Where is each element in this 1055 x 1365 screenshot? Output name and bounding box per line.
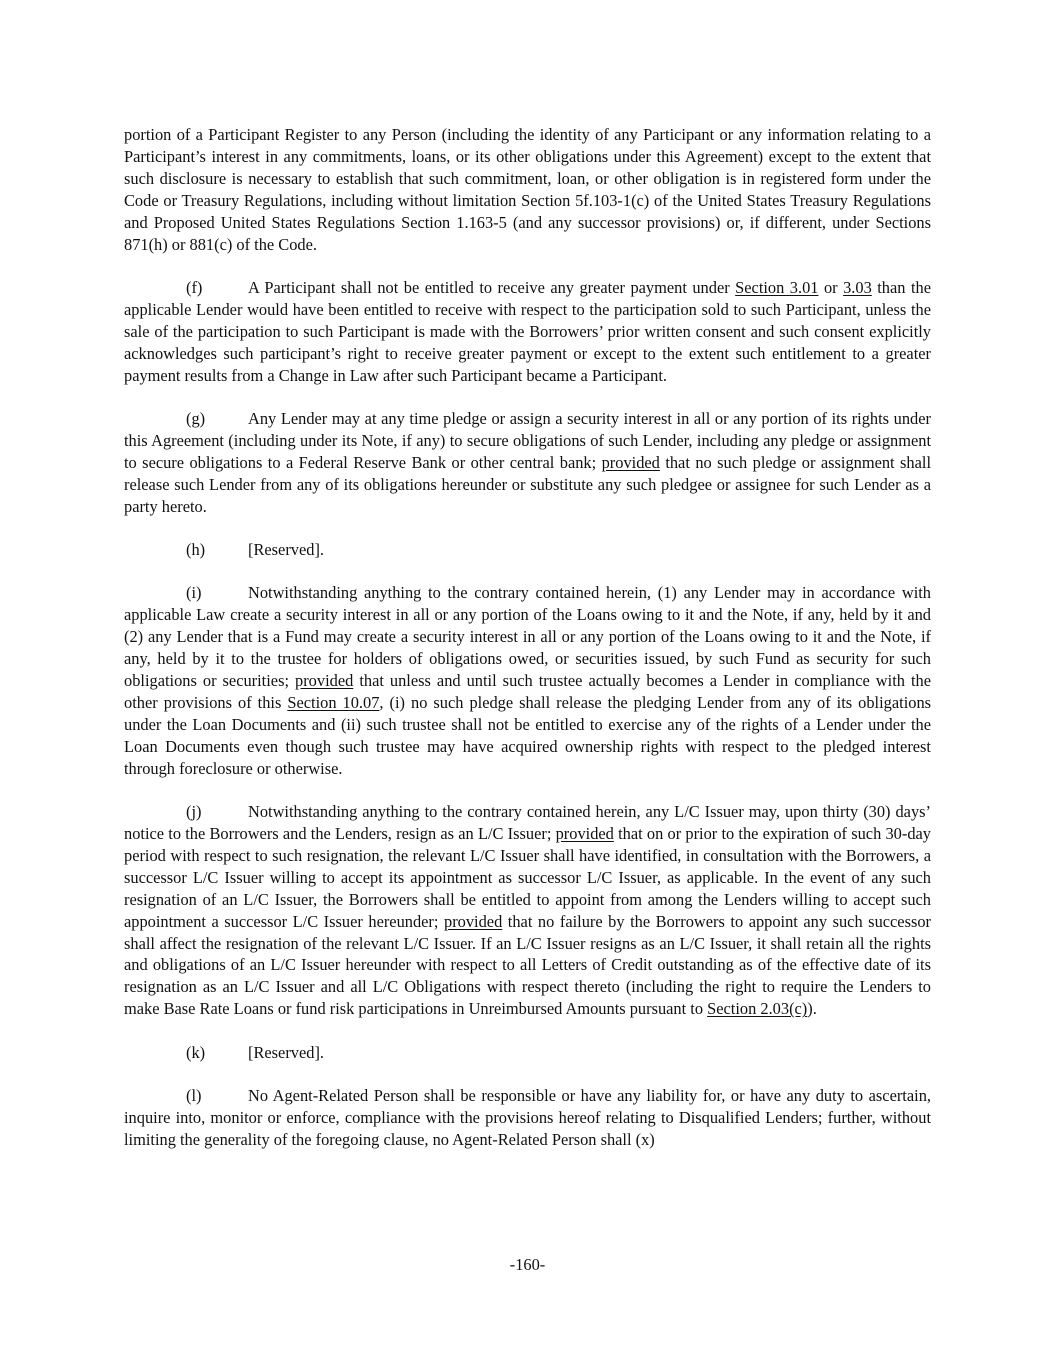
document-page (124, 124, 931, 1172)
text-run: ). (807, 999, 817, 1019)
text-run: No Agent-Related Person shall be responsible or have any liability for, or have any duty to ascertain, inquire into, monitor or enforce, compliance with the provisions hereof relating to Disqualified Lenders; further, without limiting the generality of the foregoing clause, no Agent-Related Person shall (x) (124, 1086, 931, 1149)
page-number: -160- (509, 1255, 546, 1274)
cross-reference: Section 10.07 (287, 692, 380, 712)
cross-reference: provided (444, 911, 503, 931)
paragraph-label: (g) (186, 408, 206, 428)
text-run: [Reserved]. (248, 1042, 324, 1062)
paragraph-label: (i) (186, 583, 202, 603)
text-run: or (818, 277, 844, 297)
cross-reference: provided (601, 452, 660, 472)
paragraph (124, 408, 931, 518)
paragraph-label: (k) (186, 1042, 206, 1062)
paragraph (124, 1042, 931, 1064)
text-run: that no failure by the Borrowers to appoint any such successor shall affect the resignation of the relevant L/C Issuer. If an L/C Issuer resigns as an L/C Issuer, it shall retain all the rights and obligations of an L/C Issuer hereunder with respect to all Letters of Credit outstanding as of the effective date of its resignation as an L/C Issuer and all L/C Obligations with respect thereto (including the right to require the Lenders to make Base Rate Loans or fund risk participations in Unreimbursed Amounts pursuant to (124, 911, 931, 1019)
cross-reference: Section 2.03(c) (707, 999, 808, 1019)
paragraph (124, 277, 931, 387)
text-run: Any Lender may at any time pledge or assign a security interest in all or any portion of its rights under this Agreement (including under its Note, if any) to secure obligations of such Lender, including any pledge or assignment to secure obligations to a Federal Reserve Bank or other central bank; (124, 408, 931, 472)
cross-reference: Section 3.01 (735, 277, 819, 297)
cross-reference: provided (555, 823, 614, 843)
text-run: that unless and until such trustee actually becomes a Lender in compliance with the other provisions of this (124, 671, 931, 712)
paragraph (124, 801, 931, 1020)
text-run: that on or prior to the expiration of such 30-day period with respect to such resignation, the relevant L/C Issuer shall have identified, in consultation with the Borrowers, a successor L/C Issuer willing to accept its appointment as successor L/C Issuer, as applicable. In the event of any such resignation of an L/C Issuer, the Borrowers shall be entitled to appoint from among the Lenders willing to accept such appointment a successor L/C Issuer hereunder; (124, 823, 931, 931)
text-run: portion of a Participant Register to any Person (including the identity of any Participant or any information relating to a Participant’s interest in any commitments, loans, or its other obligations under this Agreement) except to the extent that such disclosure is necessary to establish that such commitment, loan, or other obligation is in registered form under the Code or Treasury Regulations, including without limitation Section 5f.103-1(c) of the United States Treasury Regulations and Proposed United States Regulations Section 1.163-5 (and any successor provisions) or, if different, under Sections 871(h) or 881(c) of the Code. (124, 125, 931, 254)
paragraph-label: (f) (186, 277, 203, 297)
paragraph (124, 582, 931, 779)
paragraph (124, 1085, 931, 1151)
cross-reference: provided (295, 671, 354, 691)
text-run: A Participant shall not be entitled to receive any greater payment under (248, 277, 736, 297)
text-run: Notwithstanding anything to the contrary contained herein, (1) any Lender may in accordance with applicable Law create a security interest in all or any portion of the Loans owing to it and the Note, if any, held by it and (2) any Lender that is a Fund may create a security interest in all or any portion of the Loans owing to it and the Note, if any, held by it to the trustee for holders of obligations owed, or securities issued, by such Fund as security for such obligations or securities; (124, 583, 931, 691)
text-run: that no such pledge or assignment shall release such Lender from any of its obligations hereunder or substitute any such pledgee or assignee for such Lender as a party hereto. (124, 452, 932, 516)
paragraph-label: (l) (186, 1086, 202, 1106)
text-run: , (i) no such pledge shall release the pledging Lender from any of its obligations under the Loan Documents and (ii) such trustee shall not be entitled to exercise any of the rights of a Lender under the Loan Documents even though such trustee may have acquired ownership rights with respect to the pledged interest through foreclosure or otherwise. (124, 692, 932, 778)
paragraph-label: (j) (186, 802, 202, 822)
paragraph (124, 124, 931, 255)
text-run: than the applicable Lender would have been entitled to receive with respect to the participation sold to such Participant, unless the sale of the participation to such Participant is made with the Borrowers’ prior written consent and such consent explicitly acknowledges such participant’s right to receive greater payment or except to the extent such entitlement to a greater payment results from a Change in Law after such Participant became a Participant. (124, 277, 931, 385)
paragraph (124, 539, 931, 561)
text-run: [Reserved]. (248, 540, 324, 559)
cross-reference: 3.03 (843, 277, 872, 297)
text-run: Notwithstanding anything to the contrary contained herein, any L/C Issuer may, upon thirty (30) days’ notice to the Borrowers and the Lenders, resign as an L/C Issuer; (124, 802, 931, 843)
paragraph-label: (h) (186, 540, 206, 559)
